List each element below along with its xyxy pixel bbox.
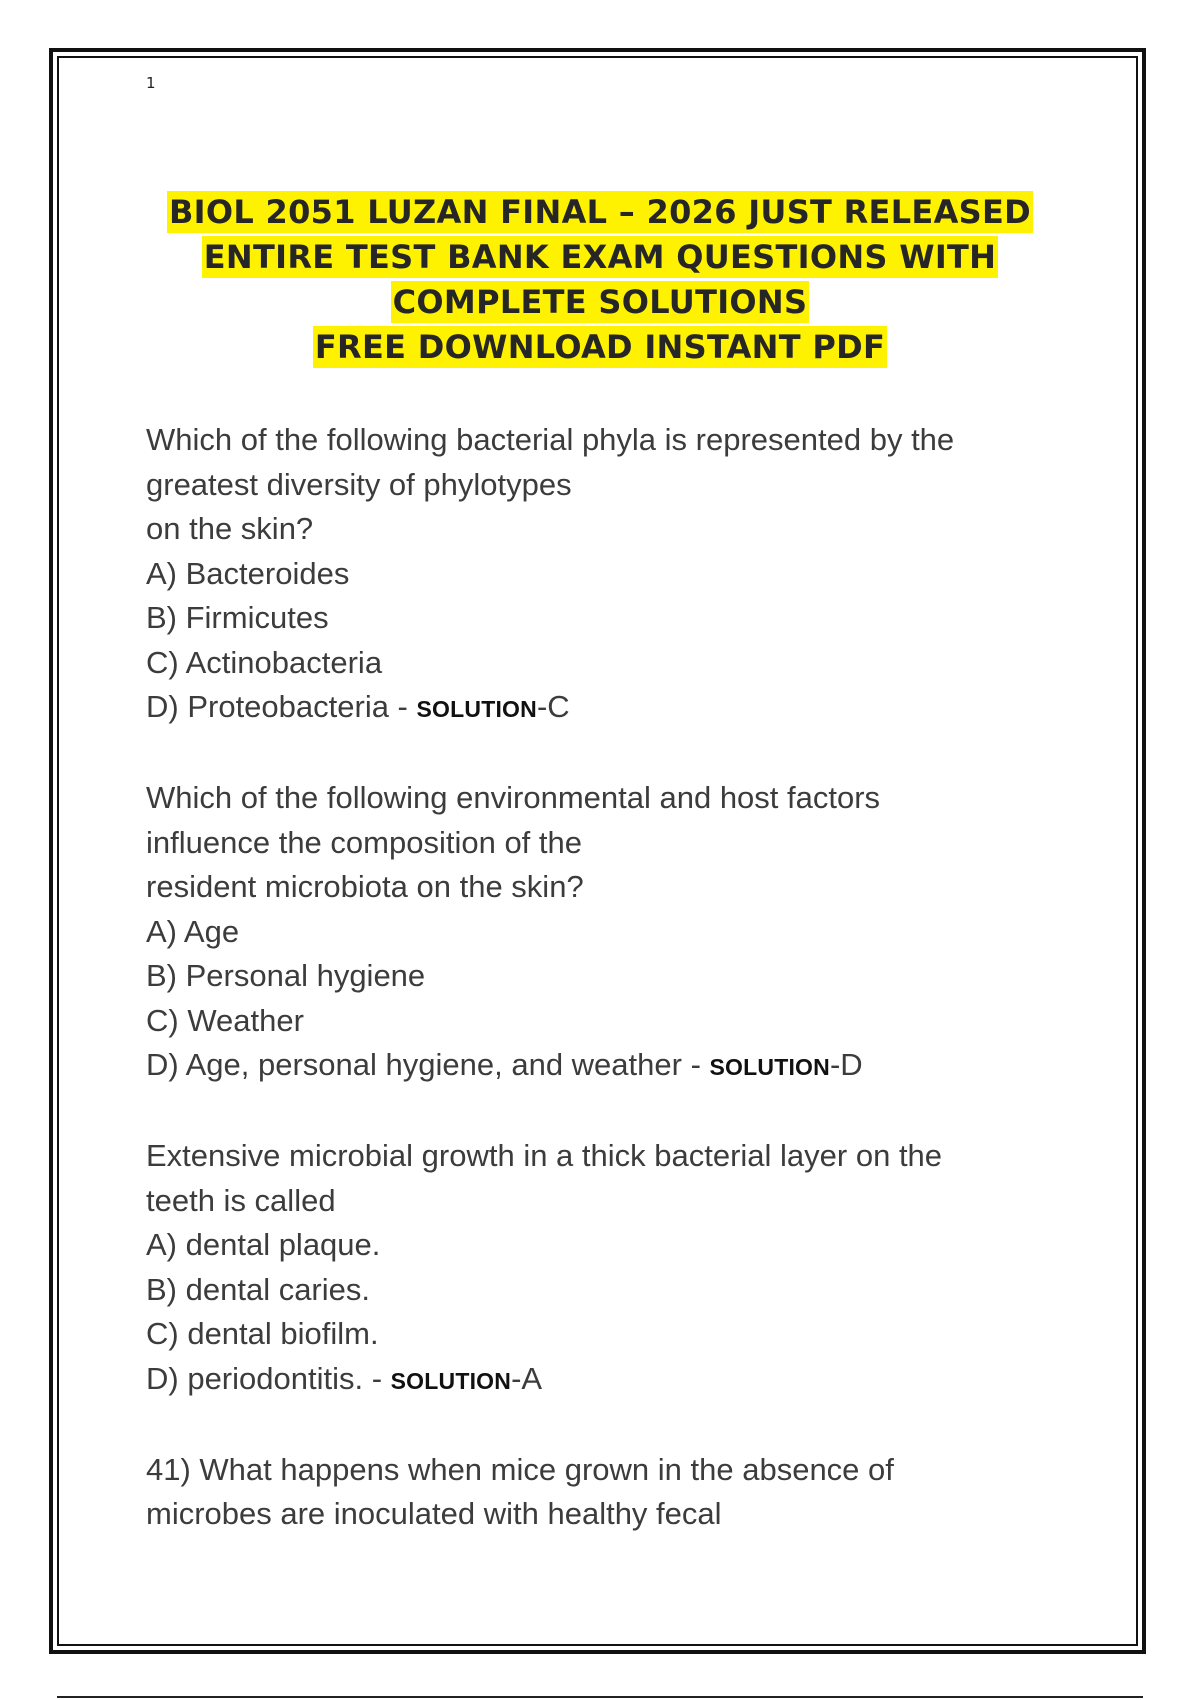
question-3 [146, 1134, 1066, 1403]
question-stem-line: on the skin? [146, 511, 314, 546]
title-line-text: BIOL 2051 LUZAN FINAL – 2026 JUST RELEASED [168, 193, 1032, 231]
answer-option-a: A) Age [146, 913, 240, 949]
answer-option-d-text: D) Age, personal hygiene, and weather - [146, 1047, 710, 1082]
page-number: 1 [146, 74, 156, 92]
question-4 [146, 1448, 1066, 1537]
question-stem-line: Which of the following bacterial phyla is represented by the [146, 422, 955, 457]
answer-option-d-text: D) Proteobacteria - [146, 689, 417, 724]
question-stem-line: teeth is called [146, 1182, 336, 1218]
solution-label: SOLUTION [390, 1367, 512, 1394]
question-stem-line: greatest diversity of phylotypes [146, 466, 572, 502]
solution-answer: -A [511, 1360, 543, 1396]
title-line [100, 190, 1100, 235]
solution-label: SOLUTION [709, 1054, 830, 1080]
title-line [100, 280, 1100, 325]
answer-option-d-text: D) periodontitis. - [146, 1360, 391, 1396]
answer-option-b: B) dental caries. [146, 1271, 370, 1307]
title-line [100, 235, 1100, 280]
question-stem-line: 41) What happens when mice grown in the absence of [146, 1451, 894, 1487]
question-1 [146, 418, 1066, 732]
question-stem-line: Which of the following environmental and host factors [146, 780, 881, 815]
questions-list [146, 418, 1066, 1581]
title-line-text: ENTIRE TEST BANK EXAM QUESTIONS WITH [203, 238, 997, 276]
question-stem-line: microbes are inoculated with healthy fecal [146, 1496, 722, 1531]
answer-option-d [146, 1043, 1066, 1090]
answer-option-b: B) Firmicutes [146, 600, 329, 635]
title-line-text: FREE DOWNLOAD INSTANT PDF [314, 328, 886, 366]
bottom-rule [57, 1696, 1143, 1698]
solution-label: SOLUTION [416, 696, 537, 722]
solution-answer: -D [829, 1047, 863, 1082]
answer-option-d [146, 685, 1066, 732]
question-stem-line: Extensive microbial growth in a thick bacterial layer on the [146, 1138, 943, 1173]
title-line [100, 325, 1100, 370]
question-stem-line: resident microbiota on the skin? [146, 869, 584, 904]
answer-option-a: A) Bacteroides [146, 555, 350, 591]
solution-answer: -C [536, 689, 570, 724]
title-line-text: COMPLETE SOLUTIONS [392, 283, 808, 321]
answer-option-b: B) Personal hygiene [146, 958, 426, 993]
answer-option-c: C) Actinobacteria [146, 644, 383, 680]
answer-option-c: C) dental biofilm. [146, 1316, 379, 1351]
question-stem-line: influence the composition of the [146, 824, 582, 860]
question-2 [146, 776, 1066, 1090]
answer-option-d [146, 1357, 1066, 1404]
answer-option-a: A) dental plaque. [146, 1227, 381, 1262]
answer-option-c: C) Weather [146, 1002, 304, 1038]
document-title [100, 190, 1100, 370]
